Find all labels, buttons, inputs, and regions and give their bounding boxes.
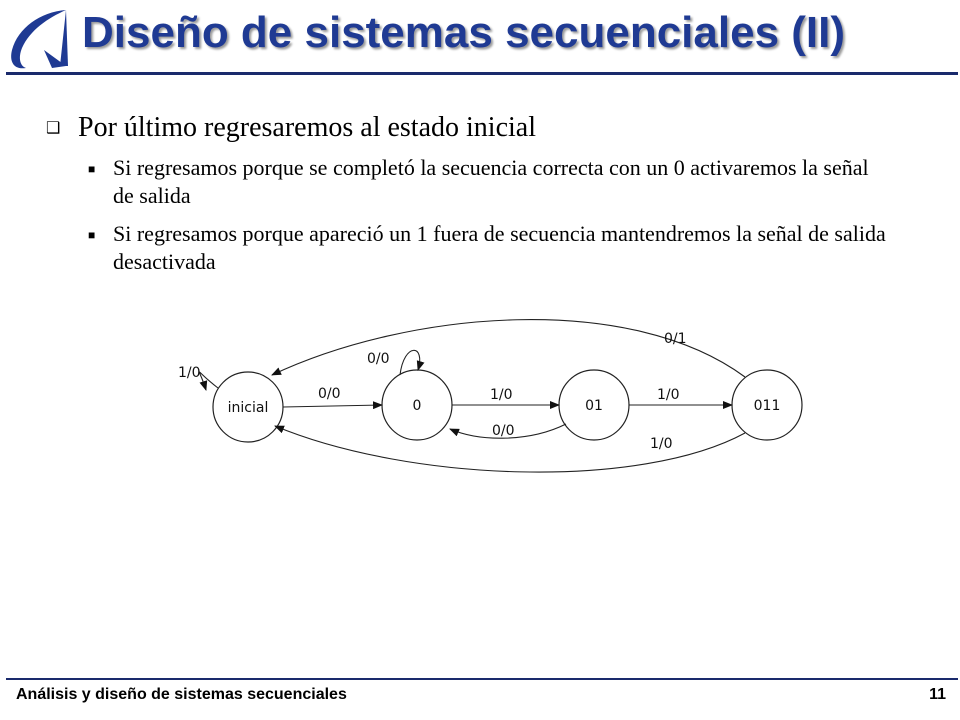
transition-label: 1/0	[490, 387, 513, 403]
bullet-level1	[46, 112, 926, 144]
transition-label: 0/0	[367, 351, 390, 367]
state-label-01: 01	[585, 398, 603, 414]
transition-label: 0/1	[664, 331, 687, 347]
state-label-011: 011	[753, 398, 781, 414]
page-number: 11	[929, 686, 946, 703]
transition-inicial-self	[199, 372, 218, 390]
transition-label: 1/0	[657, 387, 680, 403]
transition-label: 1/0	[650, 436, 673, 452]
transition-inicial-0	[283, 405, 382, 407]
bullet-text: Por último regresaremos al estado inicial	[78, 112, 536, 143]
footer-divider	[6, 678, 958, 680]
header-divider	[6, 72, 958, 75]
hollow-square-bullet-icon: ❑	[46, 120, 61, 137]
transition-011-inicial-top	[272, 320, 745, 377]
bullet-level2	[88, 154, 888, 210]
state-label-inicial: inicial	[227, 400, 269, 416]
filled-square-bullet-icon: ■	[88, 228, 96, 242]
transition-label: 0/0	[318, 386, 341, 402]
transition-label: 1/0	[178, 365, 201, 381]
state-diagram	[160, 300, 820, 490]
transition-label: 0/0	[492, 423, 515, 439]
slide-content	[46, 112, 926, 276]
filled-square-bullet-icon: ■	[88, 162, 96, 176]
brand-logo-icon	[4, 6, 74, 72]
bullet-text: Si regresamos porque se completó la secuencia correcta con un 0 activaremos la señal de salida	[113, 155, 869, 208]
state-label-0: 0	[412, 398, 422, 414]
bullet-level2	[88, 220, 888, 276]
page-title: Diseño de sistemas secuenciales (II)	[82, 8, 846, 57]
bullet-text: Si regresamos porque apareció un 1 fuera de secuencia mantendremos la señal de salida desactivada	[113, 221, 886, 274]
footer-text: Análisis y diseño de sistemas secuenciales	[16, 686, 347, 703]
